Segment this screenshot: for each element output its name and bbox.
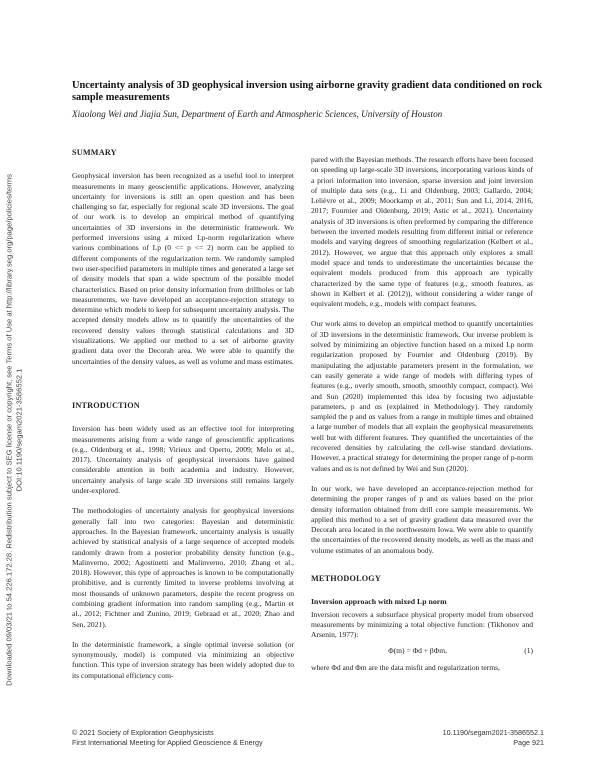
intro-paragraph-3: In the deterministic framework, a single optimal inverse solution (or synonymously, model) is computed via minimizing an objective function. This type of inversion strategy has been widely adopted due to its computational efficiency com- — [72, 639, 294, 680]
download-notice — [5, 174, 24, 686]
footer-meeting: First International Meeting for Applied Geoscience & Energy — [72, 737, 263, 747]
doi-line: DOI:10.1190/segam2021-3586552.1 — [14, 368, 23, 492]
right-paragraph-3: In our work, we have developed an acceptance-rejection method for determining the proper ranges of p and αs values based on the prior density information obtained from drill core sample measurements. We applied this method to a set of gravity gradient data measured over the Decorah area located in the northwestern Iowa. We were able to quantify the uncertainties of the recovered density models, as well as the mass and volume estimates of an anomalous body. — [311, 483, 533, 555]
introduction-heading: INTRODUCTION — [72, 400, 140, 410]
footer-page-number: Page 921 — [513, 737, 544, 747]
intro-paragraph-2: The methodologies of uncertainty analysis for geophysical inversions generally fall into two categories: Bayesian and deterministic approaches. In the Bayesian framework, uncertainty analysis is usually achieved by statistical analysis of a large sequence of accepted models randomly drawn from a posterior probability density function (e.g., Malinverno, 2002; Agostinetti and Malinverno, 2010; Zhang et al., 2018). However, this type of approaches is known to be computationally prohibitive, and is currently limited to inverse problems involving at most thousands of unknown parameters, despite the recent progress on combining gradient information into random sampling (e.g., Martin et al., 2012; Fichtner and Zunino, 2019; Gebraad et al., 2020; Zhao and Sen, 2021). — [72, 506, 294, 629]
footer-society: © 2021 Society of Exploration Geophysicists — [72, 728, 214, 737]
footer-copyright — [72, 728, 263, 747]
summary-heading: SUMMARY — [72, 148, 117, 157]
summary-paragraph: Geophysical inversion has been recognized as a useful tool to interpret measurements in many geoscientific applications. However, analyzing uncertainty for inversions is still an open question and has been challenging so far, especially for regional scale 3D inversions. The goal of our work is to develop an empirical method of quantifying uncertainties of 3D inversions in the deterministic framework. We performed inversions using a mixed Lp-norm regularization where various combinations of Lp (0 <= p <= 2) norm can be applied to different components of the regularization term. We randomly sampled two user-specified parameters in multiple times and generated a large set of density models that span a wide spectrum of the possible model characteristics. Based on prior density information from drillholes or lab measurements, we have developed an acceptance-rejection strategy to determine which models to keep for subsequent uncertainty analysis. The accepted density models allow us to quantify the uncertainties of the recovered density values through statistical calculations and 3D visualizations. We applied our method to a set of airborne gravity gradient data over the Decorah area. We were able to quantify the uncertainties of the density values, as well as volume and mass estimates. — [72, 171, 294, 366]
footer-doi: 10.1190/segam2021-3586552.1 — [442, 728, 544, 737]
right-paragraph-1: pared with the Bayesian methods. The research efforts have been focused on speeding up large-scale 3D inversions, incorporating various kinds of a priori information into inversion, sparse inversion and joint inversion of multiple data sets (e.g., Li and Oldenburg, 2003; Gallardo, 2004; Lelièvre et al., 2009; Moorkamp et al., 2011; Sun and Li, 2014, 2016, 2017; Fournier and Oldenburg, 2019; Astic et al., 2021). Uncertainty analysis of 3D inversions is often preformed by comparing the difference between the inverted models resulting from different initial or reference models and varying degrees of smoothing regularization (Kelbert et al., 2012). However, we argue that this approach only explores a small model space and tends to underestimate the uncertainties because the equivalent models produced from this approach are typically characterized by the same type of features (e.g., smooth features, as shown in Kelbert et al. (2012)), without considering a wider range of equivalent models, e.g., models with compact features. — [311, 155, 533, 309]
equation-body: Φ(m) = Φd + βΦm, — [388, 646, 448, 656]
equation-number: (1) — [524, 646, 533, 656]
equation-1 — [311, 646, 533, 656]
right-paragraph-2: Our work aims to develop an empirical method to quantify uncertainties of 3D inversions in the deterministic framework. Our inverse problem is solved by minimizing an objective function based on a mixed Lp norm regularization proposed by Fournier and Oldenburg (2019). By manipulating the adjustable parameters present in the formulation, we can easily generate a wide range of models with differing types of features (e.g., overly smooth, smooth, smoothly compact, compact). Wei and Sun (2020) implemented this idea by focusing two adjustable parameters, p and αs (explained in Methodology). They randomly sampled the p and αs values from a range in multiple times and obtained a large number of models that all explain the geophysical measurements well but with different features. They quantified the uncertainties of the recovered densities by calculating the cell-wise standard deviations. However, a practical strategy for determining the proper range of p-norm values and αs is not defined by Wei and Sun (2020). — [311, 319, 533, 473]
download-sidebar — [2, 0, 26, 776]
methodology-heading: METHODOLOGY — [311, 573, 381, 583]
methodology-subheading: Inversion approach with mixed Lp norm — [311, 597, 447, 607]
methodology-paragraph: Inversion recovers a subsurface physical property model from observed measurements by minimizing a total objective function: (Tikhonov and Arsenin, 1977): — [311, 609, 533, 640]
right-column — [311, 155, 533, 683]
methodology-paragraph-2: where Φd and Φm are the data misfit and regularization terms, — [311, 662, 500, 672]
footer-doi-page — [420, 728, 544, 747]
authors-affiliation: Xiaolong Wei and Jiajia Sun, Department of Earth and Atmospheric Sciences, University of Houston — [72, 109, 443, 119]
left-column — [72, 148, 294, 691]
paper-title: Uncertainty analysis of 3D geophysical inversion using airborne gravity gradient data conditioned on rock sample measurements — [72, 80, 543, 103]
intro-paragraph-1: Inversion has been widely used as an effective tool for interpreting measurements arising from a wide range of geoscientific applications (e.g., Oldenburg et al., 1998; Virieux and Operto, 2009; Melo et al., 2017). Uncertainty analysis of geophysical inversions have gained considerable attention in both academia and industry. However, uncertainty analysis of large scale 3D inversions still remains largely under-explored. — [72, 424, 294, 496]
download-notice-line: Downloaded 09/03/21 to 54.226.172.28. Redistribution subject to SEG license or copyright; see Terms of Use at http://library.seg.org/page/policies/terms — [4, 174, 14, 686]
